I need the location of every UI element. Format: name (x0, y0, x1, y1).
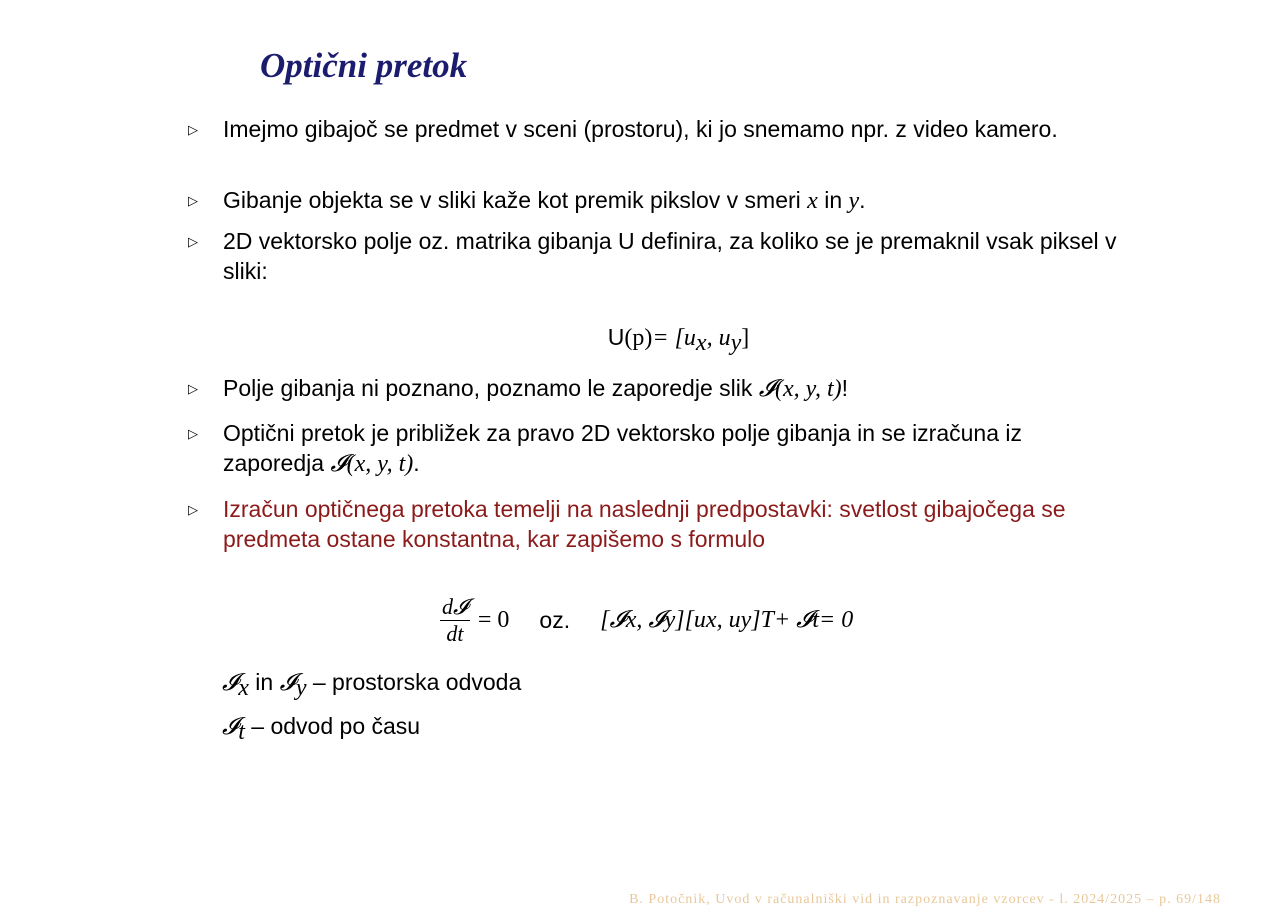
bullet-item-highlight (188, 494, 1128, 554)
bullet-text: Gibanje objekta se v sliki kaže kot premik pikslov v smeri x in y. (223, 187, 866, 214)
note-time-derivative: 𝓘$_t$ – odvod po času (222, 713, 421, 745)
bullet-item (188, 226, 1128, 286)
bullet-triangle-icon: ▷ (188, 426, 198, 441)
bullet-text: Imejmo gibajoč se predmet v sceni (prostoru), ki jo snemamo npr. z video kamero. (223, 116, 1058, 142)
equation-brightness-constancy: $\frac{\text{d𝓘}}{dt}$ = 0 oz. [𝓘 x , 𝓘 y ][u x , u y ] T + 𝓘 t = 0 (442, 593, 854, 646)
bullet-text: Izračun optičnega pretoka temelji na naslednji predpostavki: svetlost gibajočega se predmeta ostane konstantna, kar zapišemo s formulo (223, 496, 1066, 552)
bullet-text: Optični pretok je približek za pravo 2D vektorsko polje gibanja in se izračuna iz zaporedja 𝓘(x, y, t). (223, 420, 1023, 477)
bullet-item (188, 114, 1128, 144)
slide-footer: B. Potočnik, Uvod v računalniški vid in razpoznavanje vzorcev - l. 2024/2025 – p. 69/148 (629, 892, 1221, 907)
note-spatial-derivatives: 𝓘$_x$ in 𝓘$_y$ – prostorska odvoda (222, 669, 522, 701)
bullet-triangle-icon: ▷ (188, 381, 198, 396)
bullet-triangle-icon: ▷ (188, 193, 198, 208)
bullet-triangle-icon: ▷ (188, 502, 198, 517)
bullet-triangle-icon: ▷ (188, 234, 198, 249)
equation-motion-field: $U(p)= [u_x$, $u_y$] (607, 324, 750, 356)
slide-title: Optični pretok (260, 46, 468, 85)
bullet-text: 2D vektorsko polje oz. matrika gibanja U definira, za koliko se je premaknil vsak piksel v sliki: (223, 228, 1117, 284)
bullet-item (188, 418, 1128, 479)
bullet-text: Polje gibanja ni poznano, poznamo le zaporedje slik 𝓘(x, y, t)! (223, 375, 848, 402)
bullet-triangle-icon: ▷ (188, 122, 198, 137)
bullet-item (188, 373, 1128, 404)
bullet-item (188, 185, 1128, 216)
derivative-fraction: $\frac{\text{d𝓘}}{dt}$ (442, 593, 468, 646)
